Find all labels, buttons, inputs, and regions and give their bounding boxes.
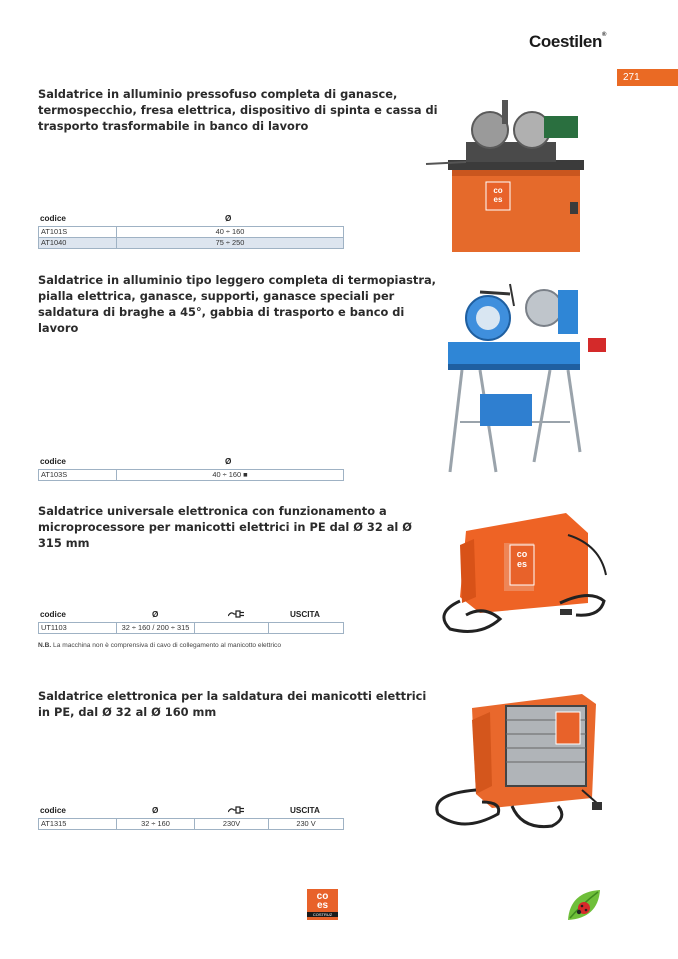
product-2-table xyxy=(38,457,344,481)
product-1-image xyxy=(420,92,590,254)
col-header-output: USCITA xyxy=(290,806,320,815)
col-header-diameter: Ø xyxy=(225,214,232,223)
brand-name: Coestilen xyxy=(529,32,602,51)
product-1-table xyxy=(38,214,344,249)
col-header-code: codice xyxy=(40,457,66,466)
svg-text:co: co xyxy=(516,549,528,559)
plug-icon xyxy=(228,806,246,816)
brand-logo: Coestilen® xyxy=(529,32,606,51)
svg-text:co: co xyxy=(493,186,503,195)
col-header-diameter: Ø xyxy=(225,457,232,466)
col-header-code: codice xyxy=(40,806,66,815)
product-2-description: Saldatrice in alluminio tipo leggero completa di termopiastra, pialla elettrica, ganasce, supporti, ganasce speciali per saldatura di braghe a 45°, gabbia di trasporto e banco di lavoro xyxy=(38,273,437,335)
note-text: La macchina non è comprensiva di cavo di collegamento al manicotto elettrico xyxy=(53,642,282,649)
table-row: AT103S 40 ÷ 160 ■ xyxy=(38,470,344,481)
svg-text:es: es xyxy=(493,195,503,204)
product-3-image xyxy=(440,505,612,640)
table-row: AT1040 75 ÷ 250 xyxy=(38,238,344,249)
page-number: 271 xyxy=(617,69,678,86)
ladybug-leaf-icon xyxy=(564,886,604,926)
col-header-diameter: Ø xyxy=(152,806,159,815)
col-header-code: codice xyxy=(40,214,66,223)
product-4-table xyxy=(38,806,344,830)
logo-text-mid: es xyxy=(316,900,329,911)
table-row: UT1103 32 ÷ 160 / 200 ÷ 315 xyxy=(38,623,344,634)
col-header-code: codice xyxy=(40,610,66,619)
note-label: N.B. xyxy=(38,642,52,649)
logo-text-top: co xyxy=(316,891,329,902)
col-header-output: USCITA xyxy=(290,610,320,619)
product-4-description: Saldatrice elettronica per la saldatura dei manicotti elettrici in PE, dal Ø 32 al Ø 160 mm xyxy=(38,689,427,719)
table-row: AT101S 40 ÷ 160 xyxy=(38,227,344,238)
col-header-diameter: Ø xyxy=(152,610,159,619)
product-3-table xyxy=(38,610,344,634)
product-1-description: Saldatrice in alluminio pressofuso completa di ganasce, termospecchio, fresa elettrica, dispositivo di spinta e cassa di trasporto trasformabile in banco di lavoro xyxy=(38,87,438,133)
product-2-image xyxy=(440,272,610,482)
table-note xyxy=(38,642,281,649)
product-4-image xyxy=(432,690,608,840)
plug-icon xyxy=(228,610,246,620)
coes-logo xyxy=(307,889,338,920)
logo-text-small: COSTRUZ xyxy=(307,912,338,917)
svg-text:es: es xyxy=(516,559,528,569)
product-3-description: Saldatrice universale elettronica con funzionamento a microprocessore per manicotti elettrici in PE dal Ø 32 al Ø 315 mm xyxy=(38,504,412,550)
table-row: AT1315 32 ÷ 160 230V 230 V xyxy=(38,819,344,830)
